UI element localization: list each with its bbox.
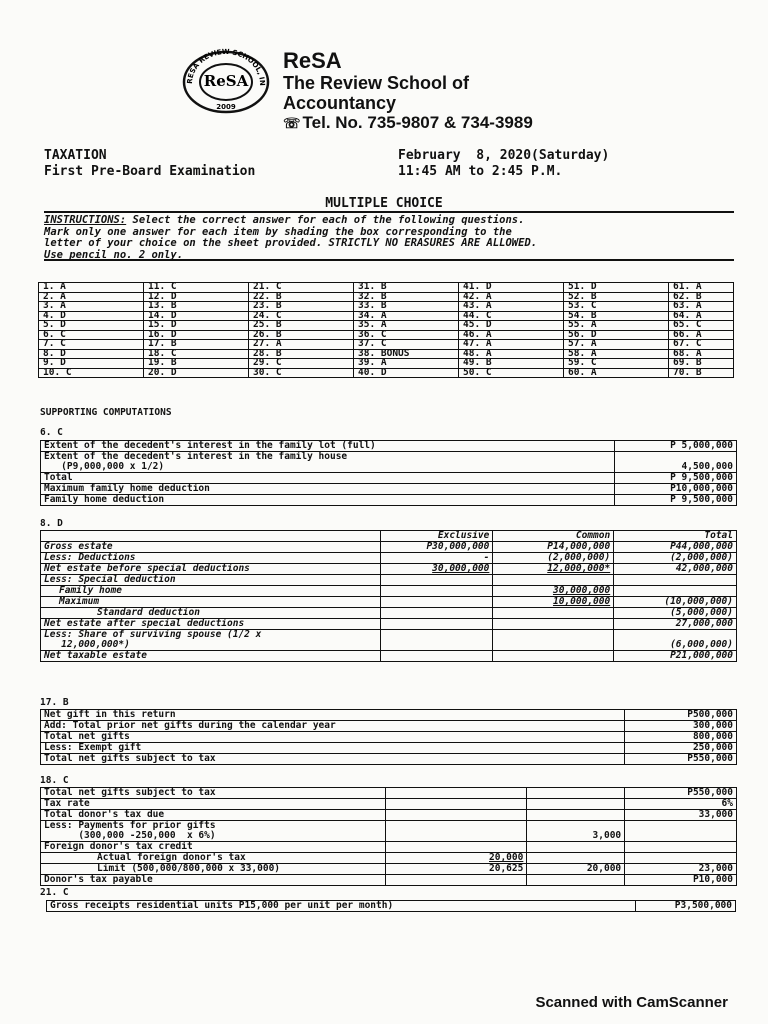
q17-label-cell: Net gift in this return (41, 710, 625, 721)
q8-row (41, 619, 737, 630)
q8-value-cell: 42,000,000 (614, 564, 737, 575)
q21-label-cell: Gross receipts residential units P15,000 per unit per month) (47, 901, 636, 912)
answer-cell: 57. A (564, 340, 669, 350)
q18-value-cell (625, 842, 737, 853)
q18-label-cell: Total net gifts subject to tax (41, 788, 386, 799)
answer-cell: 18. C (144, 349, 249, 359)
answer-cell: 24. C (249, 311, 354, 321)
q17-row (41, 721, 737, 732)
q8-row (41, 651, 737, 662)
answer-cell: 45. D (459, 321, 564, 331)
org-phone (283, 113, 533, 133)
q17-label-cell: Total net gifts subject to tax (41, 754, 625, 765)
q8-label-cell: Net estate after special deductions (41, 619, 381, 630)
q18-value-cell: P10,000 (625, 875, 737, 886)
q8-row (41, 608, 737, 619)
q17-row (41, 743, 737, 754)
answer-cell: 39. A (354, 359, 459, 369)
phone-text: Tel. No. 735-9807 & 734-3989 (302, 113, 533, 132)
q17-table (40, 709, 737, 765)
q18-row (41, 842, 737, 853)
q18-value-cell (385, 875, 527, 886)
q8-value-cell: (10,000,000) (614, 597, 737, 608)
q21-amount-cell: P3,500,000 (636, 901, 736, 912)
answer-cell: 20. D (144, 368, 249, 378)
answer-cell: 25. B (249, 321, 354, 331)
answer-cell: 28. B (249, 349, 354, 359)
q17-amount-cell: 300,000 (625, 721, 737, 732)
q8-row (41, 597, 737, 608)
q21-label: 21. C (40, 887, 69, 898)
q18-value-cell (527, 788, 625, 799)
q8-row (41, 542, 737, 553)
answer-cell: 66. A (669, 330, 734, 340)
q8-value-cell: P30,000,000 (380, 542, 493, 553)
org-name: ReSA (283, 48, 342, 73)
q8-value-cell: 30,000,000 (493, 586, 614, 597)
q8-value-cell (380, 630, 493, 651)
q17-label: 17. B (40, 697, 69, 708)
exam-name: First Pre-Board Examination (44, 164, 256, 179)
q6-label-cell: Extent of the decedent's interest in the family lot (full) (41, 441, 615, 452)
q6-amount-cell: 4,500,000 (615, 452, 737, 473)
answer-cell: 16. D (144, 330, 249, 340)
answer-cell: 49. B (459, 359, 564, 369)
answer-cell: 34. A (354, 311, 459, 321)
answer-cell: 21. C (249, 283, 354, 293)
q8-label-cell: Less: Special deduction (41, 575, 381, 586)
answer-cell: 3. A (39, 302, 144, 312)
q17-amount-cell: P550,000 (625, 754, 737, 765)
q8-value-cell (380, 586, 493, 597)
logo-year: 2009 (216, 103, 236, 111)
q18-value-cell (385, 788, 527, 799)
answer-cell: 29. C (249, 359, 354, 369)
answer-cell: 12. D (144, 292, 249, 302)
q18-label-cell: Less: Payments for prior gifts (300,000 -250,000 x 6%) (41, 821, 386, 842)
q18-value-cell: 33,000 (625, 810, 737, 821)
answer-cell: 62. B (669, 292, 734, 302)
answer-cell: 65. C (669, 321, 734, 331)
q18-row (41, 875, 737, 886)
answer-cell: 43. A (459, 302, 564, 312)
answer-cell: 55. A (564, 321, 669, 331)
answer-cell: 11. C (144, 283, 249, 293)
q18-row (41, 821, 737, 842)
q8-label-cell: Less: Deductions (41, 553, 381, 564)
q8-header-cell: Exclusive (380, 531, 493, 542)
answer-cell: 69. B (669, 359, 734, 369)
q6-row (41, 473, 737, 484)
q18-value-cell: 3,000 (527, 821, 625, 842)
q6-amount-cell: P10,000,000 (615, 484, 737, 495)
answer-cell: 8. D (39, 349, 144, 359)
scanner-watermark: Scanned with CamScanner (535, 994, 728, 1011)
q8-table (40, 530, 737, 662)
q8-value-cell: (5,000,000) (614, 608, 737, 619)
answer-cell: 13. B (144, 302, 249, 312)
q8-value-cell: 30,000,000 (380, 564, 493, 575)
answer-cell: 22. B (249, 292, 354, 302)
supporting-title: SUPPORTING COMPUTATIONS (40, 407, 172, 418)
answer-cell: 5. D (39, 321, 144, 331)
answer-cell: 35. A (354, 321, 459, 331)
answer-cell: 54. B (564, 311, 669, 321)
exam-time: 11:45 AM to 2:45 P.M. (398, 164, 563, 179)
q8-value-cell: P44,000,000 (614, 542, 737, 553)
q18-row (41, 799, 737, 810)
answer-cell: 9. D (39, 359, 144, 369)
q8-value-cell: (6,000,000) (614, 630, 737, 651)
q6-label-cell: Maximum family home deduction (41, 484, 615, 495)
q18-row (41, 853, 737, 864)
q18-label-cell: Actual foreign donor's tax (41, 853, 386, 864)
q18-value-cell: 20,625 (385, 864, 527, 875)
q6-row (41, 441, 737, 452)
q18-label-cell: Limit (500,000/800,000 x 33,000) (41, 864, 386, 875)
q8-value-cell: (2,000,000) (493, 553, 614, 564)
subject: TAXATION (44, 148, 107, 163)
q6-amount-cell: P 5,000,000 (615, 441, 737, 452)
org-line1: The Review School of (283, 73, 470, 93)
q8-row (41, 553, 737, 564)
q21-row (47, 901, 736, 912)
q8-value-cell: 12,000,000* (493, 564, 614, 575)
q18-value-cell (527, 853, 625, 864)
q6-label: 6. C (40, 427, 63, 438)
answer-cell: 15. D (144, 321, 249, 331)
answer-cell: 2. A (39, 292, 144, 302)
q18-label-cell: Total donor's tax due (41, 810, 386, 821)
q6-table (40, 440, 737, 506)
q18-value-cell: P550,000 (625, 788, 737, 799)
q6-amount-cell: P 9,500,000 (615, 473, 737, 484)
q6-label-cell: Extent of the decedent's interest in the family house (P9,000,000 x 1/2) (41, 452, 615, 473)
answer-cell: 44. C (459, 311, 564, 321)
q8-label-cell: Net taxable estate (41, 651, 381, 662)
q17-amount-cell: 800,000 (625, 732, 737, 743)
resa-logo (178, 44, 274, 114)
q18-value-cell (625, 821, 737, 842)
answer-cell: 52. B (564, 292, 669, 302)
answer-cell: 60. A (564, 368, 669, 378)
answer-cell: 63. A (669, 302, 734, 312)
q18-value-cell (385, 842, 527, 853)
answer-cell: 7. C (39, 340, 144, 350)
q18-value-cell (527, 842, 625, 853)
answer-cell: 70. B (669, 368, 734, 378)
q8-label-cell: Less: Share of surviving spouse (1/2 x 12,000,000*) (41, 630, 381, 651)
q8-label-cell: Net estate before special deductions (41, 564, 381, 575)
q18-label-cell: Tax rate (41, 799, 386, 810)
answer-cell: 67. C (669, 340, 734, 350)
q18-row (41, 810, 737, 821)
q8-value-cell: 10,000,000 (493, 597, 614, 608)
phone-icon: ☏ (283, 115, 301, 131)
q8-label-cell: Gross estate (41, 542, 381, 553)
answer-cell: 6. C (39, 330, 144, 340)
answer-cell: 37. C (354, 340, 459, 350)
answer-cell: 51. D (564, 283, 669, 293)
q8-value-cell: P14,000,000 (493, 542, 614, 553)
q18-value-cell: 20,000 (527, 864, 625, 875)
q17-row (41, 732, 737, 743)
q8-row (41, 575, 737, 586)
q8-value-cell: 27,000,000 (614, 619, 737, 630)
q8-value-cell (614, 575, 737, 586)
q18-value-cell (527, 875, 625, 886)
answer-cell: 23. B (249, 302, 354, 312)
answer-cell: 61. A (669, 283, 734, 293)
logo-text: ReSA (203, 72, 249, 90)
q8-value-cell (493, 651, 614, 662)
answer-cell: 33. B (354, 302, 459, 312)
q18-label-cell: Donor's tax payable (41, 875, 386, 886)
q8-row (41, 586, 737, 597)
answer-cell: 48. A (459, 349, 564, 359)
answer-cell: 46. A (459, 330, 564, 340)
answer-cell: 42. A (459, 292, 564, 302)
q6-amount-cell: P 9,500,000 (615, 495, 737, 506)
instructions-line1: Select the correct answer for each of the following questions. (126, 214, 525, 226)
q17-label-cell: Add: Total prior net gifts during the calendar year (41, 721, 625, 732)
q8-value-cell (493, 630, 614, 651)
answer-cell: 32. B (354, 292, 459, 302)
q18-value-cell (527, 799, 625, 810)
q6-row (41, 452, 737, 473)
q18-value-cell: 20,000 (385, 853, 527, 864)
q8-value-cell (380, 651, 493, 662)
answer-cell: 58. A (564, 349, 669, 359)
q17-row (41, 754, 737, 765)
q18-label-cell: Foreign donor's tax credit (41, 842, 386, 853)
answer-cell: 38. BONUS (354, 349, 459, 359)
answer-cell: 27. A (249, 340, 354, 350)
q8-value-cell (493, 608, 614, 619)
answer-cell: 36. C (354, 330, 459, 340)
answer-cell: 64. A (669, 311, 734, 321)
answer-cell: 17. B (144, 340, 249, 350)
q8-value-cell (493, 575, 614, 586)
q8-label-cell: Maximum (41, 597, 381, 608)
q17-row (41, 710, 737, 721)
instructions-line2: Mark only one answer for each item by shading the box corresponding to the (44, 225, 512, 238)
q6-row (41, 495, 737, 506)
q18-table (40, 787, 737, 886)
instructions-warning: STRICTLY NO ERASURES ARE ALLOWED. (328, 237, 538, 249)
q8-value-cell (614, 586, 737, 597)
instructions-line3: letter of your choice on the sheet provided. (44, 237, 329, 249)
q18-value-cell (385, 821, 527, 842)
instructions-label: INSTRUCTIONS: (44, 214, 127, 226)
answer-cell: 68. A (669, 349, 734, 359)
q8-row (41, 564, 737, 575)
q8-value-cell (380, 619, 493, 630)
answer-cell: 59. C (564, 359, 669, 369)
q8-header-row (41, 531, 737, 542)
q17-label-cell: Less: Exempt gift (41, 743, 625, 754)
q18-label: 18. C (40, 775, 69, 786)
q8-label-cell: Family home (41, 586, 381, 597)
q17-label-cell: Total net gifts (41, 732, 625, 743)
q18-value-cell (527, 810, 625, 821)
q8-value-cell (493, 619, 614, 630)
instructions-line4: Use pencil no. 2 only. (44, 248, 184, 261)
answer-cell: 31. B (354, 283, 459, 293)
q8-value-cell: - (380, 553, 493, 564)
q8-header-cell: Common (493, 531, 614, 542)
q17-amount-cell: 250,000 (625, 743, 737, 754)
answer-cell: 1. A (39, 283, 144, 293)
org-line2: Accountancy (283, 93, 397, 113)
q21-table (46, 900, 736, 912)
logo-ring-text: RESA REVIEW SCHOOL, IN (185, 47, 267, 86)
q18-value-cell (385, 810, 527, 821)
q8-value-cell: P21,000,000 (614, 651, 737, 662)
answer-cell: 14. D (144, 311, 249, 321)
answer-cell: 19. B (144, 359, 249, 369)
q17-amount-cell: P500,000 (625, 710, 737, 721)
q8-row (41, 630, 737, 651)
answer-cell: 30. C (249, 368, 354, 378)
q18-value-cell (625, 853, 737, 864)
answer-cell: 40. D (354, 368, 459, 378)
q8-label: 8. D (40, 518, 63, 529)
q18-row (41, 864, 737, 875)
exam-date: February 8, 2020(Saturday) (398, 148, 610, 163)
q8-value-cell (380, 597, 493, 608)
answer-cell: 53. C (564, 302, 669, 312)
instructions (44, 211, 734, 261)
q8-label-cell: Standard deduction (41, 608, 381, 619)
section-title: MULTIPLE CHOICE (325, 196, 443, 211)
answer-cell: 4. D (39, 311, 144, 321)
q8-header-cell: Total (614, 531, 737, 542)
q8-value-cell: (2,000,000) (614, 553, 737, 564)
q8-value-cell (380, 608, 493, 619)
answer-cell: 50. C (459, 368, 564, 378)
q8-header-cell (41, 531, 381, 542)
answer-cell: 26. B (249, 330, 354, 340)
q18-row (41, 788, 737, 799)
answer-cell: 10. C (39, 368, 144, 378)
q18-value-cell: 23,000 (625, 864, 737, 875)
q18-value-cell: 6% (625, 799, 737, 810)
q6-label-cell: Family home deduction (41, 495, 615, 506)
answer-row (39, 368, 734, 378)
answer-cell: 41. D (459, 283, 564, 293)
answer-cell: 47. A (459, 340, 564, 350)
answer-key-table (38, 282, 734, 378)
q8-value-cell (380, 575, 493, 586)
answer-cell: 56. D (564, 330, 669, 340)
q6-label-cell: Total (41, 473, 615, 484)
q6-row (41, 484, 737, 495)
q18-value-cell (385, 799, 527, 810)
